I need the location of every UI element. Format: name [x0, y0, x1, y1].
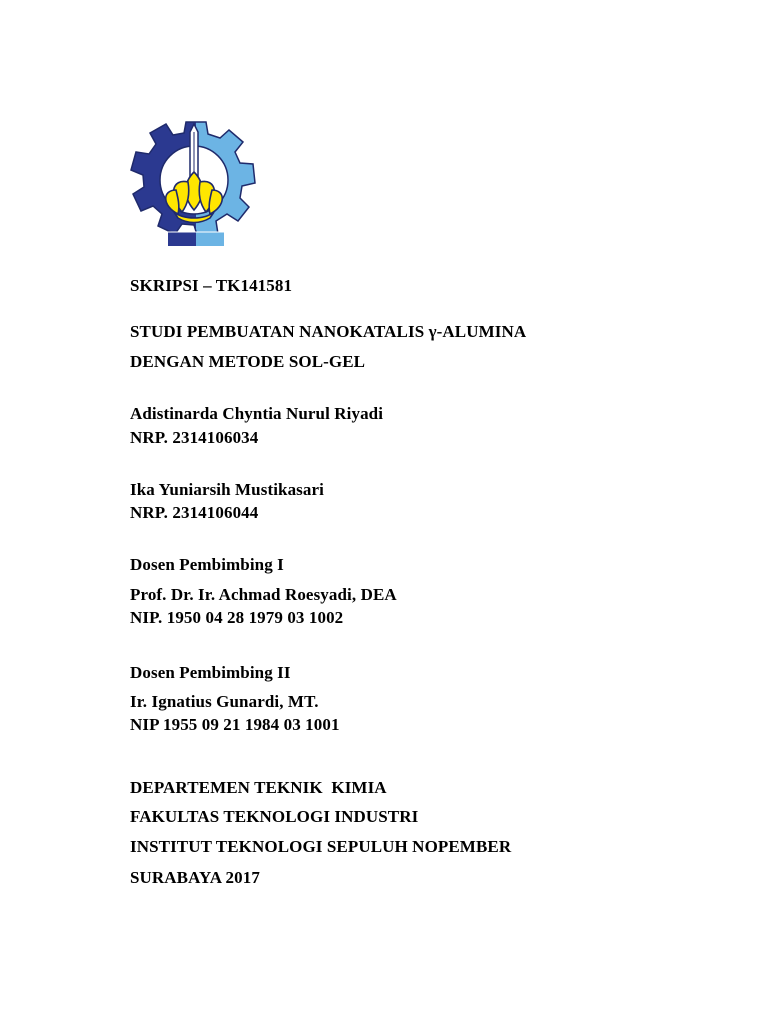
faculty: FAKULTAS TEKNOLOGI INDUSTRI — [130, 807, 419, 826]
title-line-1: STUDI PEMBUATAN NANOKATALIS γ-ALUMINA — [130, 322, 527, 341]
university: INSTITUT TEKNOLOGI SEPULUH NOPEMBER — [130, 837, 512, 856]
its-logo-icon — [128, 120, 264, 250]
author-id: NRP. 2314106034 — [130, 428, 259, 447]
supervisor-role: Dosen Pembimbing II — [130, 663, 291, 682]
title-line-2: DENGAN METODE SOL-GEL — [130, 352, 366, 371]
author-name: Adistinarda Chyntia Nurul Riyadi — [130, 404, 384, 423]
supervisor-role: Dosen Pembimbing I — [130, 555, 284, 574]
city-year: SURABAYA 2017 — [130, 868, 260, 887]
supervisor-name: Ir. Ignatius Gunardi, MT. — [130, 692, 319, 711]
author-id: NRP. 2314106044 — [130, 503, 259, 522]
supervisor-id: NIP. 1950 04 28 1979 03 1002 — [130, 608, 344, 627]
document-type: SKRIPSI – TK141581 — [130, 276, 293, 295]
supervisor-name: Prof. Dr. Ir. Achmad Roesyadi, DEA — [130, 585, 397, 604]
department: DEPARTEMEN TEKNIK KIMIA — [130, 778, 387, 797]
supervisor-id: NIP 1955 09 21 1984 03 1001 — [130, 715, 340, 734]
author-name: Ika Yuniarsih Mustikasari — [130, 480, 324, 499]
